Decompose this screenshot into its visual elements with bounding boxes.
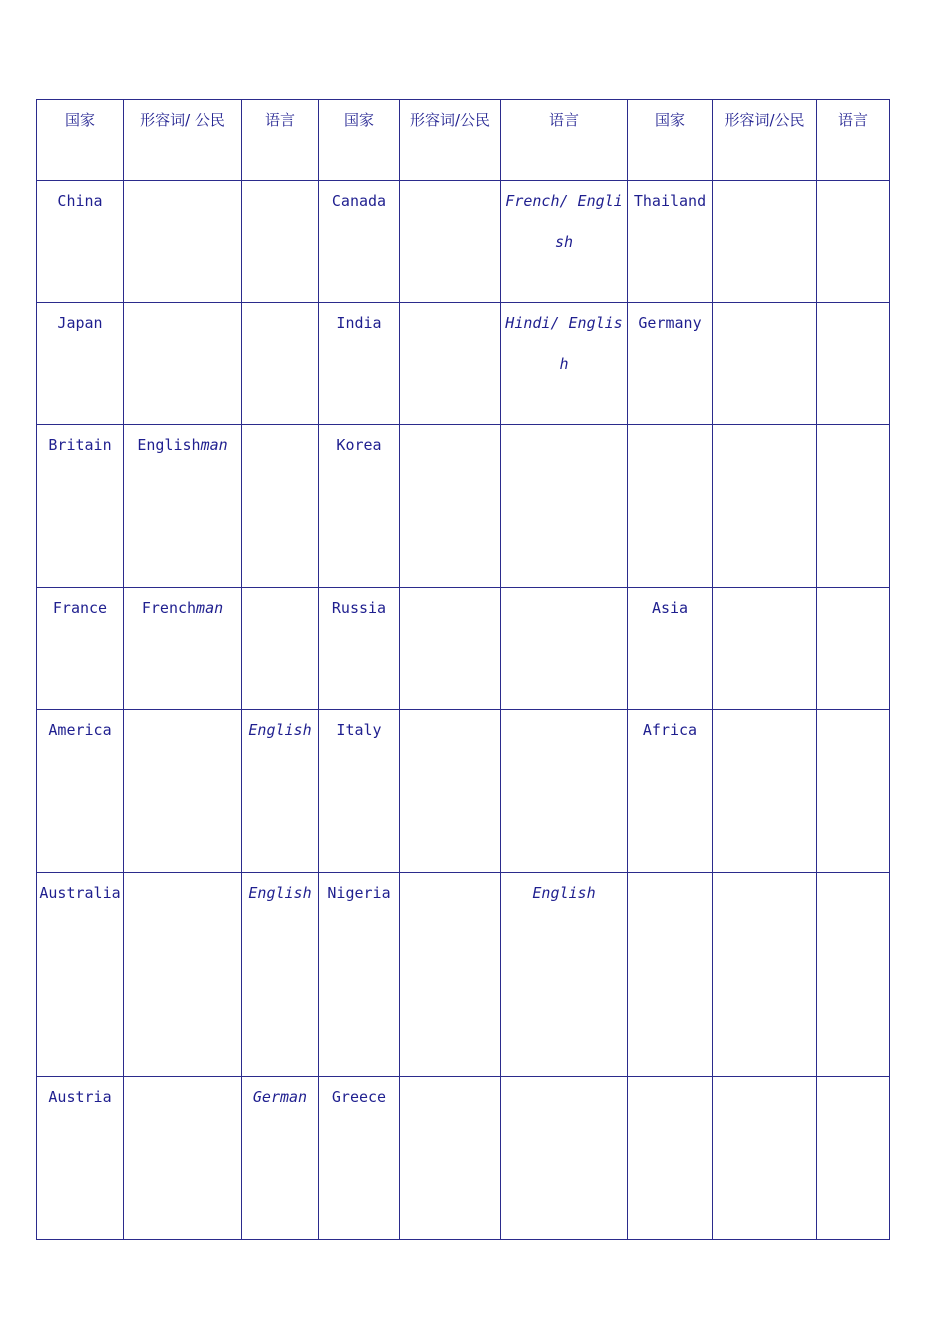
table-row <box>37 873 890 1077</box>
header-cell-language-1: 语言 <box>242 100 319 181</box>
country-cell: Korea <box>319 425 400 588</box>
header-cell-country-1: 国家 <box>37 100 124 181</box>
language-cell <box>817 303 890 425</box>
language-cell <box>817 1077 890 1240</box>
country-cell: Italy <box>319 710 400 873</box>
language-cell <box>501 1077 628 1240</box>
table-row <box>37 588 890 710</box>
language-cell <box>242 181 319 303</box>
language-cell: Hindi/ English <box>501 303 628 425</box>
adjective-cell <box>713 873 817 1077</box>
adjective-cell <box>713 710 817 873</box>
country-cell: Japan <box>37 303 124 425</box>
country-cell: Australia <box>37 873 124 1077</box>
language-cell: French/ English <box>501 181 628 303</box>
adjective-cell <box>400 873 501 1077</box>
header-cell-adjective-3: 形容词/公民 <box>713 100 817 181</box>
adjective-cell <box>713 181 817 303</box>
header-cell-adjective-1: 形容词/ 公民 <box>124 100 242 181</box>
adjective-cell <box>400 710 501 873</box>
country-cell: China <box>37 181 124 303</box>
adjective-cell <box>713 425 817 588</box>
adjective-cell <box>400 1077 501 1240</box>
adjective-cell <box>124 1077 242 1240</box>
country-cell <box>628 425 713 588</box>
country-vocabulary-table <box>36 99 890 1240</box>
adjective-cell <box>713 588 817 710</box>
table-row <box>37 181 890 303</box>
header-row <box>37 100 890 181</box>
table-row <box>37 303 890 425</box>
adjective-cell <box>124 303 242 425</box>
language-cell: English <box>242 873 319 1077</box>
language-cell: English <box>242 710 319 873</box>
table-row <box>37 1077 890 1240</box>
language-cell <box>817 873 890 1077</box>
adjective-cell: Englishman <box>124 425 242 588</box>
adjective-cell <box>400 303 501 425</box>
language-cell <box>817 588 890 710</box>
language-cell <box>817 425 890 588</box>
country-cell: Germany <box>628 303 713 425</box>
adjective-cell <box>124 710 242 873</box>
language-cell <box>817 710 890 873</box>
header-cell-country-2: 国家 <box>319 100 400 181</box>
header-cell-language-3: 语言 <box>817 100 890 181</box>
table-row <box>37 710 890 873</box>
language-cell <box>242 588 319 710</box>
country-cell: America <box>37 710 124 873</box>
table-row <box>37 425 890 588</box>
country-cell: France <box>37 588 124 710</box>
adjective-cell <box>400 181 501 303</box>
country-cell: Russia <box>319 588 400 710</box>
country-cell: Canada <box>319 181 400 303</box>
adjective-cell <box>713 303 817 425</box>
country-cell: Nigeria <box>319 873 400 1077</box>
language-cell <box>501 710 628 873</box>
language-cell <box>817 181 890 303</box>
country-cell: Greece <box>319 1077 400 1240</box>
header-cell-language-2: 语言 <box>501 100 628 181</box>
country-cell: Austria <box>37 1077 124 1240</box>
language-cell: German <box>242 1077 319 1240</box>
adjective-cell: Frenchman <box>124 588 242 710</box>
country-cell: Africa <box>628 710 713 873</box>
country-cell: Thailand <box>628 181 713 303</box>
header-cell-country-3: 国家 <box>628 100 713 181</box>
language-cell <box>501 588 628 710</box>
adjective-cell <box>400 588 501 710</box>
header-cell-adjective-2: 形容词/公民 <box>400 100 501 181</box>
adjective-cell <box>124 181 242 303</box>
language-cell <box>501 425 628 588</box>
language-cell <box>242 425 319 588</box>
country-cell <box>628 873 713 1077</box>
language-cell <box>242 303 319 425</box>
adjective-cell <box>400 425 501 588</box>
language-cell: English <box>501 873 628 1077</box>
adjective-cell <box>124 873 242 1077</box>
country-cell: Britain <box>37 425 124 588</box>
country-cell <box>628 1077 713 1240</box>
country-cell: India <box>319 303 400 425</box>
adjective-cell <box>713 1077 817 1240</box>
country-cell: Asia <box>628 588 713 710</box>
